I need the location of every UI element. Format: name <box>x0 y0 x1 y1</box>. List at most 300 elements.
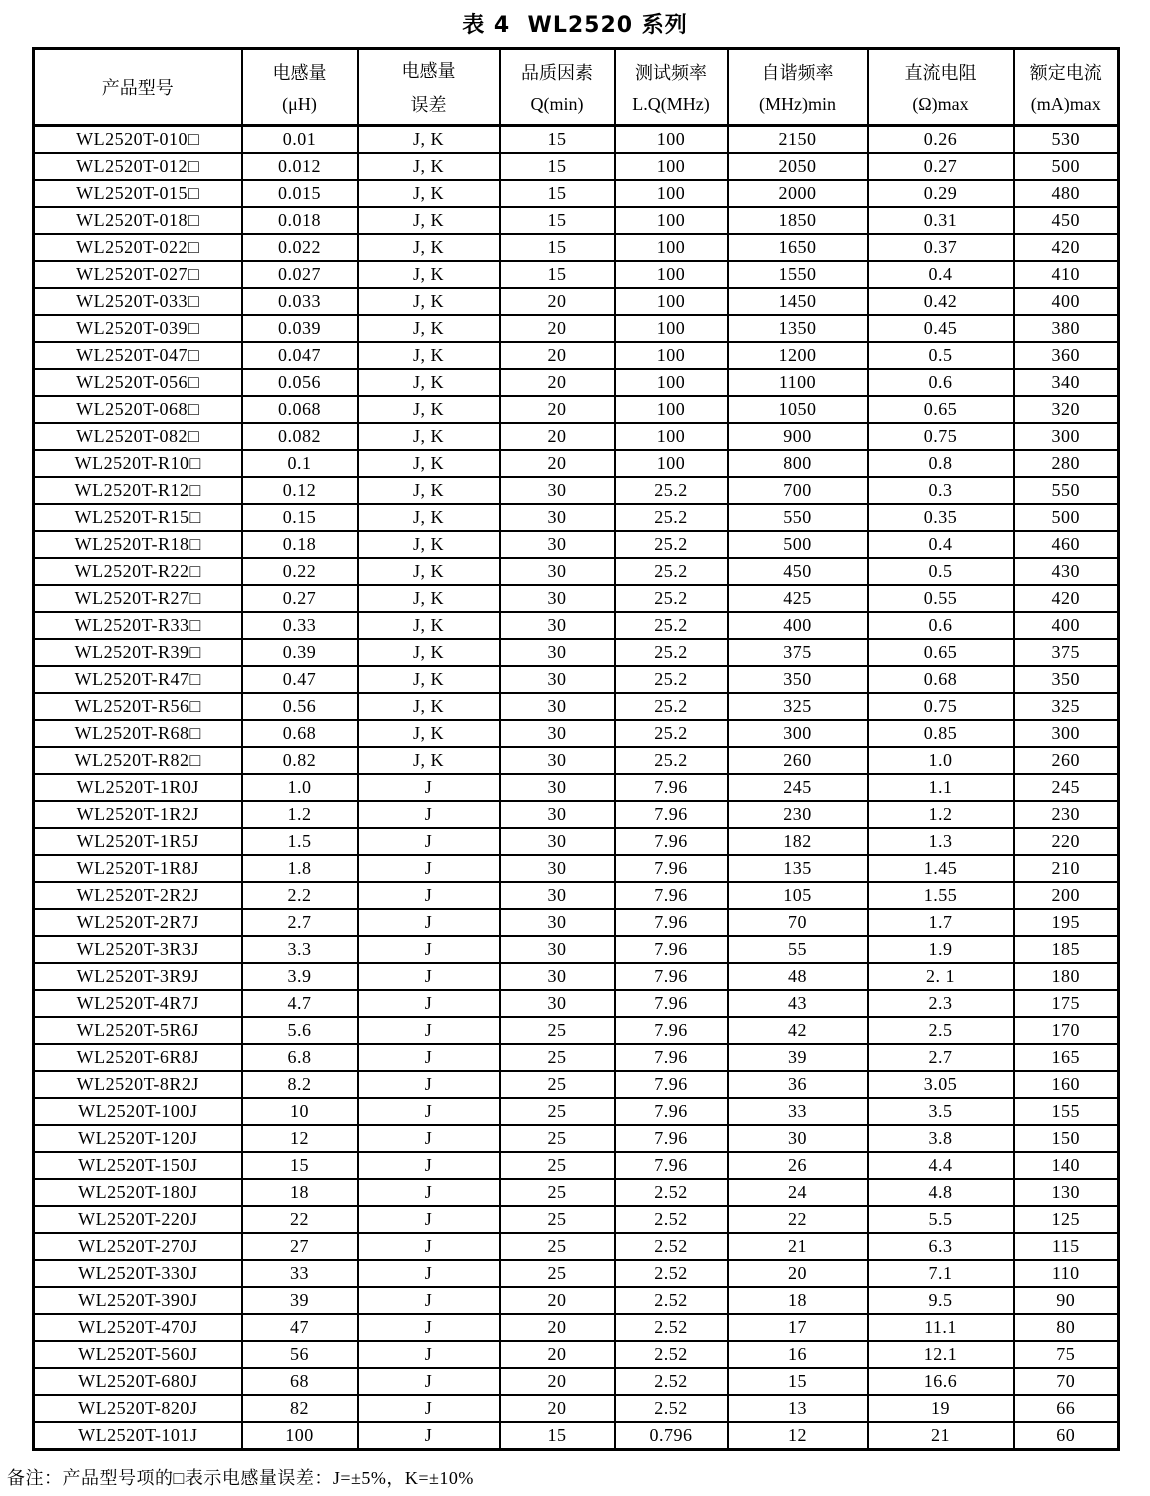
table-cell: 0.39 <box>242 639 358 666</box>
table-cell: 12 <box>242 1125 358 1152</box>
table-row <box>34 531 1119 558</box>
table-cell: 210 <box>1014 855 1119 882</box>
table-cell: 20 <box>500 396 615 423</box>
table-cell: 180 <box>1014 963 1119 990</box>
model-cell: WL2520T-R12□ <box>34 477 242 504</box>
table-cell: J, K <box>358 747 500 774</box>
table-cell: 300 <box>1014 720 1119 747</box>
table-cell: 30 <box>500 963 615 990</box>
table-row <box>34 369 1119 396</box>
table-cell: 25.2 <box>615 585 728 612</box>
model-cell: WL2520T-R18□ <box>34 531 242 558</box>
table-cell: J <box>358 1233 500 1260</box>
model-cell: WL2520T-3R3J <box>34 936 242 963</box>
column-header-tolerance <box>358 49 500 126</box>
table-cell: J <box>358 909 500 936</box>
model-cell: WL2520T-039□ <box>34 315 242 342</box>
table-cell: 0.47 <box>242 666 358 693</box>
table-row <box>34 1314 1119 1341</box>
table-cell: 42 <box>728 1017 868 1044</box>
table-row <box>34 315 1119 342</box>
table-cell: 20 <box>500 1368 615 1395</box>
table-cell: 3.05 <box>868 1071 1014 1098</box>
model-cell: WL2520T-012□ <box>34 153 242 180</box>
table-cell: 21 <box>868 1422 1014 1450</box>
model-cell: WL2520T-5R6J <box>34 1017 242 1044</box>
model-cell: WL2520T-120J <box>34 1125 242 1152</box>
table-cell: J <box>358 1287 500 1314</box>
table-row <box>34 207 1119 234</box>
table-cell: 7.96 <box>615 1098 728 1125</box>
table-cell: 0.75 <box>868 693 1014 720</box>
table-cell: 420 <box>1014 585 1119 612</box>
table-cell: 325 <box>1014 693 1119 720</box>
table-cell: 0.65 <box>868 639 1014 666</box>
table-cell: 100 <box>615 288 728 315</box>
column-header-line: 自谐频率 <box>761 63 834 83</box>
table-cell: 0.45 <box>868 315 1014 342</box>
model-cell: WL2520T-018□ <box>34 207 242 234</box>
table-cell: 300 <box>1014 423 1119 450</box>
table-header <box>34 49 1119 126</box>
table-cell: J, K <box>358 423 500 450</box>
table-cell: 3.3 <box>242 936 358 963</box>
table-cell: 170 <box>1014 1017 1119 1044</box>
table-row <box>34 153 1119 180</box>
table-cell: 30 <box>500 774 615 801</box>
table-cell: 25.2 <box>615 693 728 720</box>
table-cell: 500 <box>1014 504 1119 531</box>
table-cell: 75 <box>1014 1341 1119 1368</box>
table-cell: 175 <box>1014 990 1119 1017</box>
table-cell: J <box>358 1017 500 1044</box>
table-cell: 3.8 <box>868 1125 1014 1152</box>
model-cell: WL2520T-1R5J <box>34 828 242 855</box>
table-cell: 15 <box>242 1152 358 1179</box>
table-cell: 56 <box>242 1341 358 1368</box>
table-cell: 7.96 <box>615 909 728 936</box>
model-cell: WL2520T-1R2J <box>34 801 242 828</box>
table-cell: 39 <box>242 1287 358 1314</box>
table-cell: 430 <box>1014 558 1119 585</box>
table-cell: 0.42 <box>868 288 1014 315</box>
table-cell: 2.52 <box>615 1368 728 1395</box>
table-cell: 22 <box>242 1206 358 1233</box>
table-cell: 7.96 <box>615 1044 728 1071</box>
table-cell: 1050 <box>728 396 868 423</box>
table-cell: 25.2 <box>615 504 728 531</box>
table-cell: 230 <box>1014 801 1119 828</box>
table-cell: J <box>358 1314 500 1341</box>
table-cell: J, K <box>358 315 500 342</box>
table-cell: 30 <box>500 693 615 720</box>
table-cell: 2.52 <box>615 1233 728 1260</box>
table-cell: 800 <box>728 450 868 477</box>
table-cell: 7.96 <box>615 1152 728 1179</box>
table-row <box>34 477 1119 504</box>
table-cell: 25.2 <box>615 666 728 693</box>
footnote: 备注：产品型号项的□表示电感量误差：J=±5%，K=±10% <box>7 1468 474 1488</box>
table-cell: 410 <box>1014 261 1119 288</box>
table-cell: 245 <box>1014 774 1119 801</box>
table-row <box>34 963 1119 990</box>
table-cell: 100 <box>615 342 728 369</box>
model-cell: WL2520T-068□ <box>34 396 242 423</box>
table-cell: 2.52 <box>615 1260 728 1287</box>
table-row <box>34 936 1119 963</box>
table-cell: J, K <box>358 261 500 288</box>
table-cell: 105 <box>728 882 868 909</box>
table-cell: 21 <box>728 1233 868 1260</box>
table-cell: 425 <box>728 585 868 612</box>
table-cell: 9.5 <box>868 1287 1014 1314</box>
table-cell: 30 <box>500 504 615 531</box>
table-cell: 165 <box>1014 1044 1119 1071</box>
column-header-line: 产品型号 <box>101 78 174 98</box>
table-cell: 11.1 <box>868 1314 1014 1341</box>
table-cell: 900 <box>728 423 868 450</box>
table-cell: J <box>358 774 500 801</box>
table-cell: 30 <box>500 882 615 909</box>
model-cell: WL2520T-R56□ <box>34 693 242 720</box>
table-cell: 30 <box>500 801 615 828</box>
table-row <box>34 1260 1119 1287</box>
table-cell: 325 <box>728 693 868 720</box>
table-cell: 100 <box>615 423 728 450</box>
table-cell: 1.7 <box>868 909 1014 936</box>
table-cell: 25 <box>500 1260 615 1287</box>
model-cell: WL2520T-390J <box>34 1287 242 1314</box>
table-cell: 0.12 <box>242 477 358 504</box>
table-cell: 7.96 <box>615 990 728 1017</box>
model-cell: WL2520T-270J <box>34 1233 242 1260</box>
table-cell: 0.082 <box>242 423 358 450</box>
table-cell: 1.2 <box>242 801 358 828</box>
table-cell: 0.35 <box>868 504 1014 531</box>
table-cell: 400 <box>1014 288 1119 315</box>
model-cell: WL2520T-056□ <box>34 369 242 396</box>
table-row <box>34 882 1119 909</box>
table-cell: 25.2 <box>615 558 728 585</box>
table-cell: 55 <box>728 936 868 963</box>
table-row <box>34 639 1119 666</box>
table-cell: J, K <box>358 558 500 585</box>
table-cell: J <box>358 1206 500 1233</box>
table-cell: J, K <box>358 153 500 180</box>
table-cell: J, K <box>358 477 500 504</box>
column-header-line: (Ω)max <box>912 94 969 114</box>
table-cell: 82 <box>242 1395 358 1422</box>
table-cell: 530 <box>1014 126 1119 154</box>
table-cell: 7.1 <box>868 1260 1014 1287</box>
table-cell: 30 <box>500 747 615 774</box>
model-cell: WL2520T-101J <box>34 1422 242 1450</box>
table-cell: J <box>358 828 500 855</box>
table-cell: 460 <box>1014 531 1119 558</box>
table-row <box>34 1422 1119 1450</box>
table-cell: 260 <box>1014 747 1119 774</box>
model-cell: WL2520T-8R2J <box>34 1071 242 1098</box>
table-cell: 16 <box>728 1341 868 1368</box>
table-cell: 20 <box>500 1341 615 1368</box>
table-cell: J <box>358 1179 500 1206</box>
table-cell: 7.96 <box>615 855 728 882</box>
table-row <box>34 720 1119 747</box>
table-row <box>34 288 1119 315</box>
table-cell: 30 <box>500 531 615 558</box>
table-cell: 200 <box>1014 882 1119 909</box>
table-cell: J, K <box>358 369 500 396</box>
model-cell: WL2520T-6R8J <box>34 1044 242 1071</box>
table-cell: 15 <box>500 207 615 234</box>
table-cell: 0.018 <box>242 207 358 234</box>
table-cell: 0.29 <box>868 180 1014 207</box>
table-cell: 10 <box>242 1098 358 1125</box>
table-cell: 100 <box>242 1422 358 1450</box>
table-cell: 0.047 <box>242 342 358 369</box>
table-cell: 0.26 <box>868 126 1014 154</box>
model-cell: WL2520T-2R2J <box>34 882 242 909</box>
table-cell: 0.33 <box>242 612 358 639</box>
table-cell: 30 <box>500 990 615 1017</box>
table-cell: J <box>358 1071 500 1098</box>
table-cell: 48 <box>728 963 868 990</box>
model-cell: WL2520T-R47□ <box>34 666 242 693</box>
table-cell: 30 <box>500 855 615 882</box>
table-cell: 68 <box>242 1368 358 1395</box>
table-cell: 1.2 <box>868 801 1014 828</box>
table-cell: 8.2 <box>242 1071 358 1098</box>
table-cell: 2.52 <box>615 1206 728 1233</box>
table-cell: 1200 <box>728 342 868 369</box>
table-cell: 0.039 <box>242 315 358 342</box>
table-cell: 0.85 <box>868 720 1014 747</box>
table-cell: 130 <box>1014 1179 1119 1206</box>
table-cell: 340 <box>1014 369 1119 396</box>
table-cell: J <box>358 1260 500 1287</box>
table-cell: 350 <box>728 666 868 693</box>
table-cell: 185 <box>1014 936 1119 963</box>
table-row <box>34 1341 1119 1368</box>
table-cell: 25 <box>500 1152 615 1179</box>
table-cell: 0.4 <box>868 261 1014 288</box>
table-cell: 0.056 <box>242 369 358 396</box>
table-cell: 140 <box>1014 1152 1119 1179</box>
table-row <box>34 693 1119 720</box>
table-cell: 25 <box>500 1044 615 1071</box>
table-cell: 18 <box>242 1179 358 1206</box>
table-body <box>34 126 1119 1450</box>
table-row <box>34 585 1119 612</box>
table-cell: 25.2 <box>615 639 728 666</box>
table-cell: 2.52 <box>615 1287 728 1314</box>
model-cell: WL2520T-R10□ <box>34 450 242 477</box>
table-row <box>34 1125 1119 1152</box>
table-cell: 182 <box>728 828 868 855</box>
table-cell: J, K <box>358 639 500 666</box>
table-row <box>34 1368 1119 1395</box>
table-cell: 0.027 <box>242 261 358 288</box>
table-cell: 135 <box>728 855 868 882</box>
table-cell: 60 <box>1014 1422 1119 1450</box>
table-cell: 0.5 <box>868 342 1014 369</box>
table-cell: 100 <box>615 153 728 180</box>
table-cell: 25 <box>500 1179 615 1206</box>
table-cell: 3.9 <box>242 963 358 990</box>
table-cell: J, K <box>358 180 500 207</box>
table-cell: J, K <box>358 396 500 423</box>
table-cell: 25 <box>500 1233 615 1260</box>
model-cell: WL2520T-015□ <box>34 180 242 207</box>
table-row <box>34 261 1119 288</box>
model-cell: WL2520T-3R9J <box>34 963 242 990</box>
table-cell: 25 <box>500 1098 615 1125</box>
table-cell: 43 <box>728 990 868 1017</box>
table-row <box>34 801 1119 828</box>
table-cell: 20 <box>500 288 615 315</box>
table-cell: 2.52 <box>615 1179 728 1206</box>
table-cell: 2.52 <box>615 1395 728 1422</box>
table-cell: 0.68 <box>868 666 1014 693</box>
model-cell: WL2520T-220J <box>34 1206 242 1233</box>
model-cell: WL2520T-027□ <box>34 261 242 288</box>
table-cell: 0.55 <box>868 585 1014 612</box>
table-cell: 20 <box>500 1395 615 1422</box>
table-row <box>34 1395 1119 1422</box>
column-header-line: (μH) <box>282 94 317 114</box>
model-cell: WL2520T-R39□ <box>34 639 242 666</box>
table-cell: J, K <box>358 207 500 234</box>
model-cell: WL2520T-100J <box>34 1098 242 1125</box>
table-cell: 47 <box>242 1314 358 1341</box>
table-cell: 0.18 <box>242 531 358 558</box>
model-cell: WL2520T-820J <box>34 1395 242 1422</box>
table-cell: 1650 <box>728 234 868 261</box>
table-cell: 20 <box>500 423 615 450</box>
table-row <box>34 450 1119 477</box>
table-cell: 0.4 <box>868 531 1014 558</box>
table-cell: 25 <box>500 1017 615 1044</box>
table-cell: 33 <box>728 1098 868 1125</box>
table-cell: 100 <box>615 207 728 234</box>
column-header-test-frequency <box>615 49 728 126</box>
table-cell: 100 <box>615 396 728 423</box>
model-cell: WL2520T-680J <box>34 1368 242 1395</box>
table-row <box>34 504 1119 531</box>
table-cell: 20 <box>500 342 615 369</box>
table-cell: 150 <box>1014 1125 1119 1152</box>
table-row <box>34 1152 1119 1179</box>
column-header-line: (mA)max <box>1030 94 1101 114</box>
table-cell: 375 <box>1014 639 1119 666</box>
table-cell: 15 <box>500 180 615 207</box>
table-cell: 100 <box>615 369 728 396</box>
table-cell: 15 <box>500 261 615 288</box>
table-cell: 0.82 <box>242 747 358 774</box>
table-cell: 700 <box>728 477 868 504</box>
column-header-inductance <box>242 49 358 126</box>
table-cell: 0.27 <box>868 153 1014 180</box>
table-cell: 26 <box>728 1152 868 1179</box>
table-cell: 27 <box>242 1233 358 1260</box>
table-cell: 30 <box>500 585 615 612</box>
page-title: 表 4 WL2520 系列 <box>462 13 688 38</box>
table-cell: 350 <box>1014 666 1119 693</box>
model-cell: WL2520T-R22□ <box>34 558 242 585</box>
table-cell: 100 <box>615 234 728 261</box>
table-cell: 70 <box>728 909 868 936</box>
table-cell: 100 <box>615 126 728 154</box>
table-cell: 0.015 <box>242 180 358 207</box>
table-cell: 320 <box>1014 396 1119 423</box>
table-cell: 420 <box>1014 234 1119 261</box>
table-cell: 7.96 <box>615 801 728 828</box>
table-row <box>34 126 1119 154</box>
table-cell: 450 <box>1014 207 1119 234</box>
table-cell: 24 <box>728 1179 868 1206</box>
table-cell: J, K <box>358 585 500 612</box>
table-cell: 25.2 <box>615 531 728 558</box>
table-cell: 20 <box>500 369 615 396</box>
table-cell: 400 <box>728 612 868 639</box>
table-cell: 110 <box>1014 1260 1119 1287</box>
table-cell: 0.56 <box>242 693 358 720</box>
table-cell: 90 <box>1014 1287 1119 1314</box>
table-cell: 245 <box>728 774 868 801</box>
table-cell: 5.6 <box>242 1017 358 1044</box>
table-cell: 20 <box>500 1287 615 1314</box>
column-header-line: Q(min) <box>530 94 584 114</box>
table-cell: J, K <box>358 126 500 154</box>
model-cell: WL2520T-4R7J <box>34 990 242 1017</box>
table-cell: 0.15 <box>242 504 358 531</box>
table-cell: 16.6 <box>868 1368 1014 1395</box>
table-cell: 160 <box>1014 1071 1119 1098</box>
model-cell: WL2520T-R15□ <box>34 504 242 531</box>
table-cell: 17 <box>728 1314 868 1341</box>
table-cell: 30 <box>500 558 615 585</box>
table-cell: 2.5 <box>868 1017 1014 1044</box>
table-cell: 7.96 <box>615 828 728 855</box>
table-cell: J, K <box>358 612 500 639</box>
table-cell: J <box>358 936 500 963</box>
table-row <box>34 396 1119 423</box>
column-header-line: 品质因素 <box>521 63 593 83</box>
table-cell: 1.1 <box>868 774 1014 801</box>
table-cell: 15 <box>500 1422 615 1450</box>
table-cell: 20 <box>500 315 615 342</box>
table-cell: 20 <box>728 1260 868 1287</box>
table-cell: 0.033 <box>242 288 358 315</box>
table-cell: 380 <box>1014 315 1119 342</box>
table-cell: 550 <box>728 504 868 531</box>
table-cell: 550 <box>1014 477 1119 504</box>
table-cell: 125 <box>1014 1206 1119 1233</box>
table-cell: 7.96 <box>615 936 728 963</box>
table-row <box>34 558 1119 585</box>
table-row <box>34 1044 1119 1071</box>
table-cell: 19 <box>868 1395 1014 1422</box>
model-cell: WL2520T-010□ <box>34 126 242 154</box>
table-cell: 1.0 <box>242 774 358 801</box>
table-cell: 0.75 <box>868 423 1014 450</box>
table-cell: 100 <box>615 180 728 207</box>
table-cell: J, K <box>358 288 500 315</box>
table-row <box>34 423 1119 450</box>
table-cell: J <box>358 990 500 1017</box>
table-cell: J <box>358 963 500 990</box>
table-cell: 450 <box>728 558 868 585</box>
